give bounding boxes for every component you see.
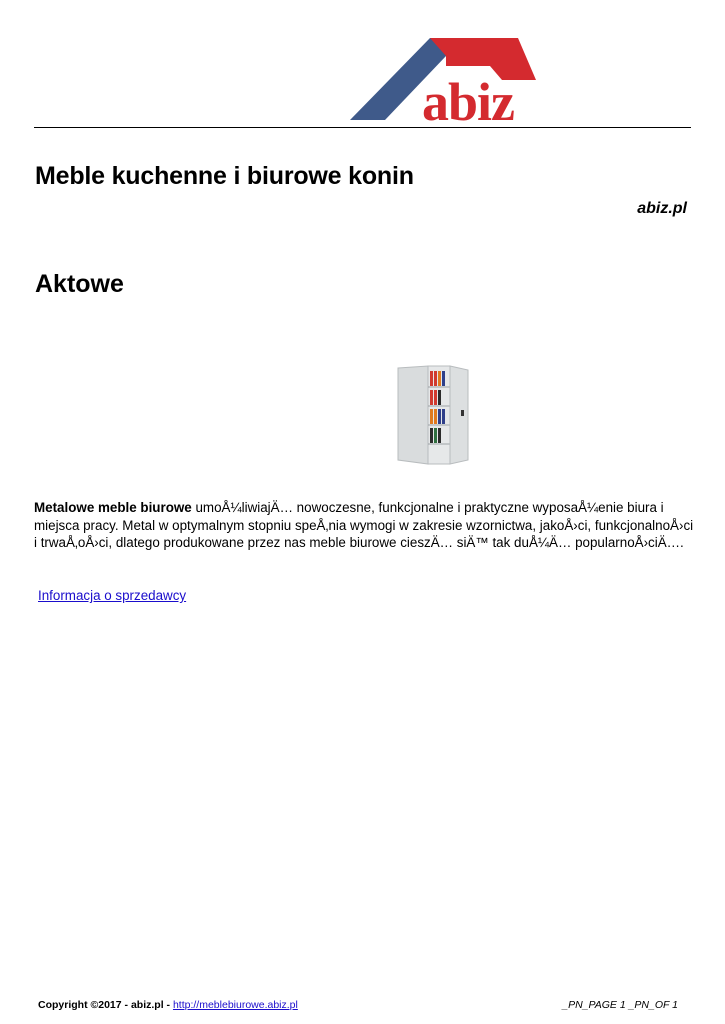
header-divider (34, 127, 691, 128)
footer-left (38, 999, 298, 1011)
footer-page-info: _PN_PAGE 1 _PN_OF 1 (562, 999, 678, 1011)
footer-copyright: Copyright ©2017 (38, 999, 122, 1011)
description-bold-lead: Metalowe meble biurowe (34, 500, 192, 515)
page-title: Meble kuchenne i biurowe konin (35, 162, 414, 190)
abiz-logo (350, 36, 612, 122)
footer-separator: - (121, 999, 131, 1011)
footer-url-link[interactable]: http://meblebiurowe.abiz.pl (172, 999, 298, 1011)
product-description (34, 499, 694, 552)
footer-separator-2: - (163, 999, 173, 1011)
product-image (368, 362, 498, 472)
seller-info-link[interactable]: Informacja o sprzedawcy (38, 588, 187, 603)
site-name: abiz.pl (637, 200, 687, 217)
section-title: Aktowe (35, 270, 124, 298)
svg-text:abiz: abiz (422, 72, 515, 122)
description-text: umoÅ¼liwiajÄ… nowoczesne, funkcjonalne i praktyczne wyposaÅ¼enie biura i miejsca pracy. Metal w optymalnym stopniu speÅ‚nia wymogi w zakresie wzornictwa, jakoÅ›ci, funkcjonalnoÅ›ci i trwaÅ‚oÅ›ci, dlatego produkowane przez nas meble biurowe cieszÄ… siÄ™ tak duÅ¼Ä… popularnoÅ›ciÄ…. (34, 500, 694, 550)
footer-site: abiz.pl (130, 999, 164, 1011)
